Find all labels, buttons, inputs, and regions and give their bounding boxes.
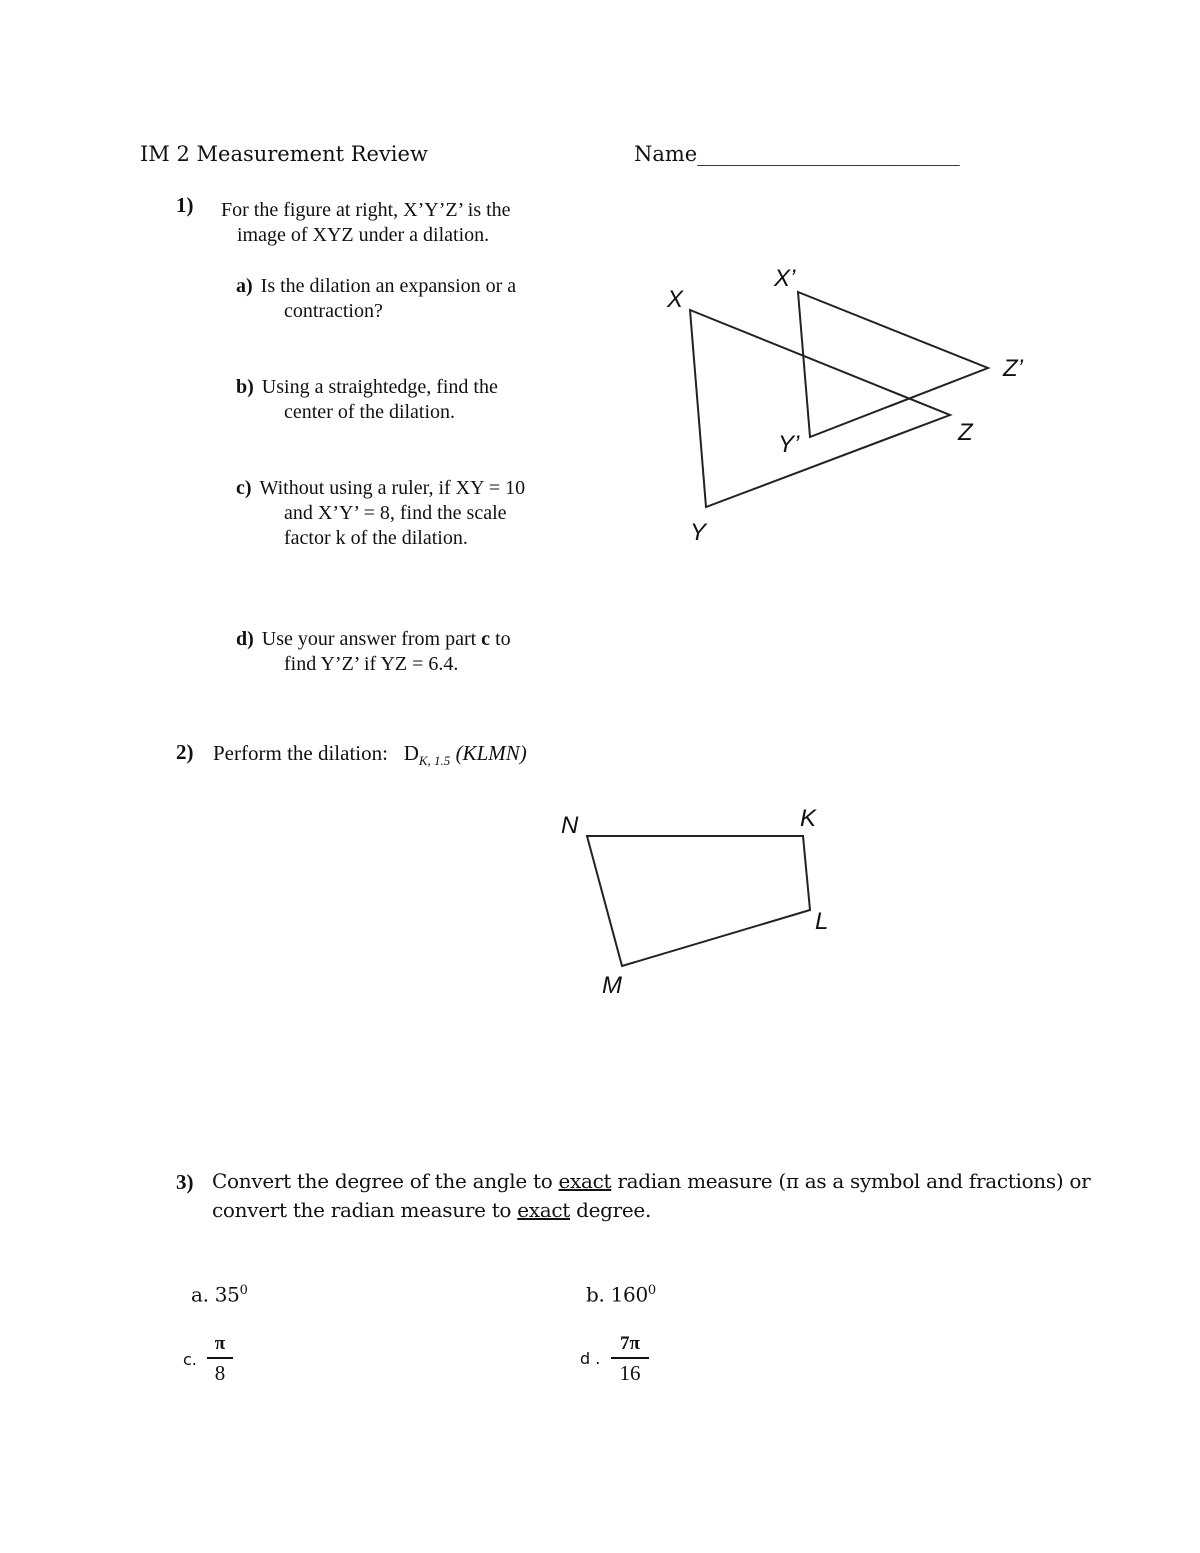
question-2-number: 2) [176, 740, 194, 764]
part-b-label: b) [236, 376, 254, 398]
part-a-label: a) [236, 275, 253, 297]
q3-a-label: a. [191, 1282, 209, 1307]
q3-line1-exact: exact [558, 1169, 612, 1193]
question-3-text [212, 1167, 1090, 1225]
dilation-subscript: K, 1.5 [418, 753, 451, 769]
page-title: IM 2 Measurement Review [140, 142, 428, 166]
q3-d-numerator: 7π [620, 1333, 640, 1354]
question-1-number: 1) [176, 193, 194, 217]
part-a-line1: Is the dilation an expansion or a [260, 275, 517, 297]
label-x-prime: X’ [774, 265, 796, 292]
part-c-line2: and X’Y’ = 8, find the scale [284, 502, 507, 524]
label-m: M [602, 972, 622, 999]
part-d-line2: find Y’Z’ if YZ = 6.4. [284, 653, 459, 675]
part-d-line1-pre: Use your answer from part [261, 628, 477, 650]
part-b-line2: center of the dilation. [284, 401, 456, 423]
q3-d-fraction-bar [611, 1357, 649, 1359]
q3-b-value: 160 [610, 1282, 648, 1307]
label-y: Y [690, 519, 707, 546]
q3-b-label: b. [586, 1282, 605, 1307]
part-c-line1: Without using a ruler, if XY = 10 [259, 477, 526, 499]
part-c-line3: factor k of the dilation. [284, 527, 468, 549]
q3-d-fraction [611, 1333, 649, 1385]
q3-c-fraction [207, 1333, 233, 1385]
question-2-prompt: Perform the dilation: [213, 741, 388, 765]
q3-a-degree: 0 [239, 1283, 248, 1298]
name-field[interactable]: Name_________________________ [634, 142, 960, 166]
label-y-prime: Y’ [778, 431, 800, 458]
quadrilateral-klmn [587, 836, 810, 966]
label-n: N [561, 812, 579, 839]
label-x: X [667, 286, 684, 313]
q3-line2-exact: exact [517, 1198, 571, 1222]
part-a-line2: contraction? [284, 300, 383, 322]
q3-line2-pre: convert the radian measure to [212, 1198, 512, 1222]
q3-part-b [586, 1276, 656, 1310]
part-b-line1: Using a straightedge, find the [261, 376, 498, 398]
q3-line1-post: radian measure (π as a symbol and fractions) or [617, 1169, 1091, 1193]
question-1-intro-line2: image of XYZ under a dilation. [237, 224, 490, 246]
q3-c-label: c. [183, 1350, 197, 1369]
part-d-label: d) [236, 628, 254, 650]
triangle-xyz [690, 310, 950, 507]
label-z-prime: Z’ [1003, 355, 1023, 382]
label-l: L [815, 908, 829, 935]
question-1-intro-line1: For the figure at right, X’Y’Z’ is the [221, 199, 511, 221]
q3-c-numerator: π [214, 1333, 226, 1354]
part-c-label: c) [236, 477, 252, 499]
question-2-text [213, 741, 527, 769]
dilation-argument: (KLMN) [455, 741, 527, 765]
dilation-symbol: D [403, 741, 419, 765]
q3-b-degree: 0 [647, 1283, 656, 1298]
q3-line2-post: degree. [576, 1198, 652, 1222]
label-z: Z [958, 419, 973, 446]
part-d-line1-bold: c [481, 628, 491, 650]
question-3-number: 3) [176, 1170, 194, 1194]
q3-d-label: d . [580, 1349, 601, 1368]
q3-c-denominator: 8 [214, 1361, 226, 1385]
part-d-line1-post: to [495, 628, 511, 650]
q3-d-denominator: 16 [619, 1361, 641, 1385]
q3-c-fraction-bar [207, 1357, 233, 1359]
q3-a-value: 35 [214, 1282, 240, 1307]
label-k: K [800, 805, 817, 832]
q3-line1-pre: Convert the degree of the angle to [212, 1169, 553, 1193]
q3-part-a [191, 1276, 248, 1310]
